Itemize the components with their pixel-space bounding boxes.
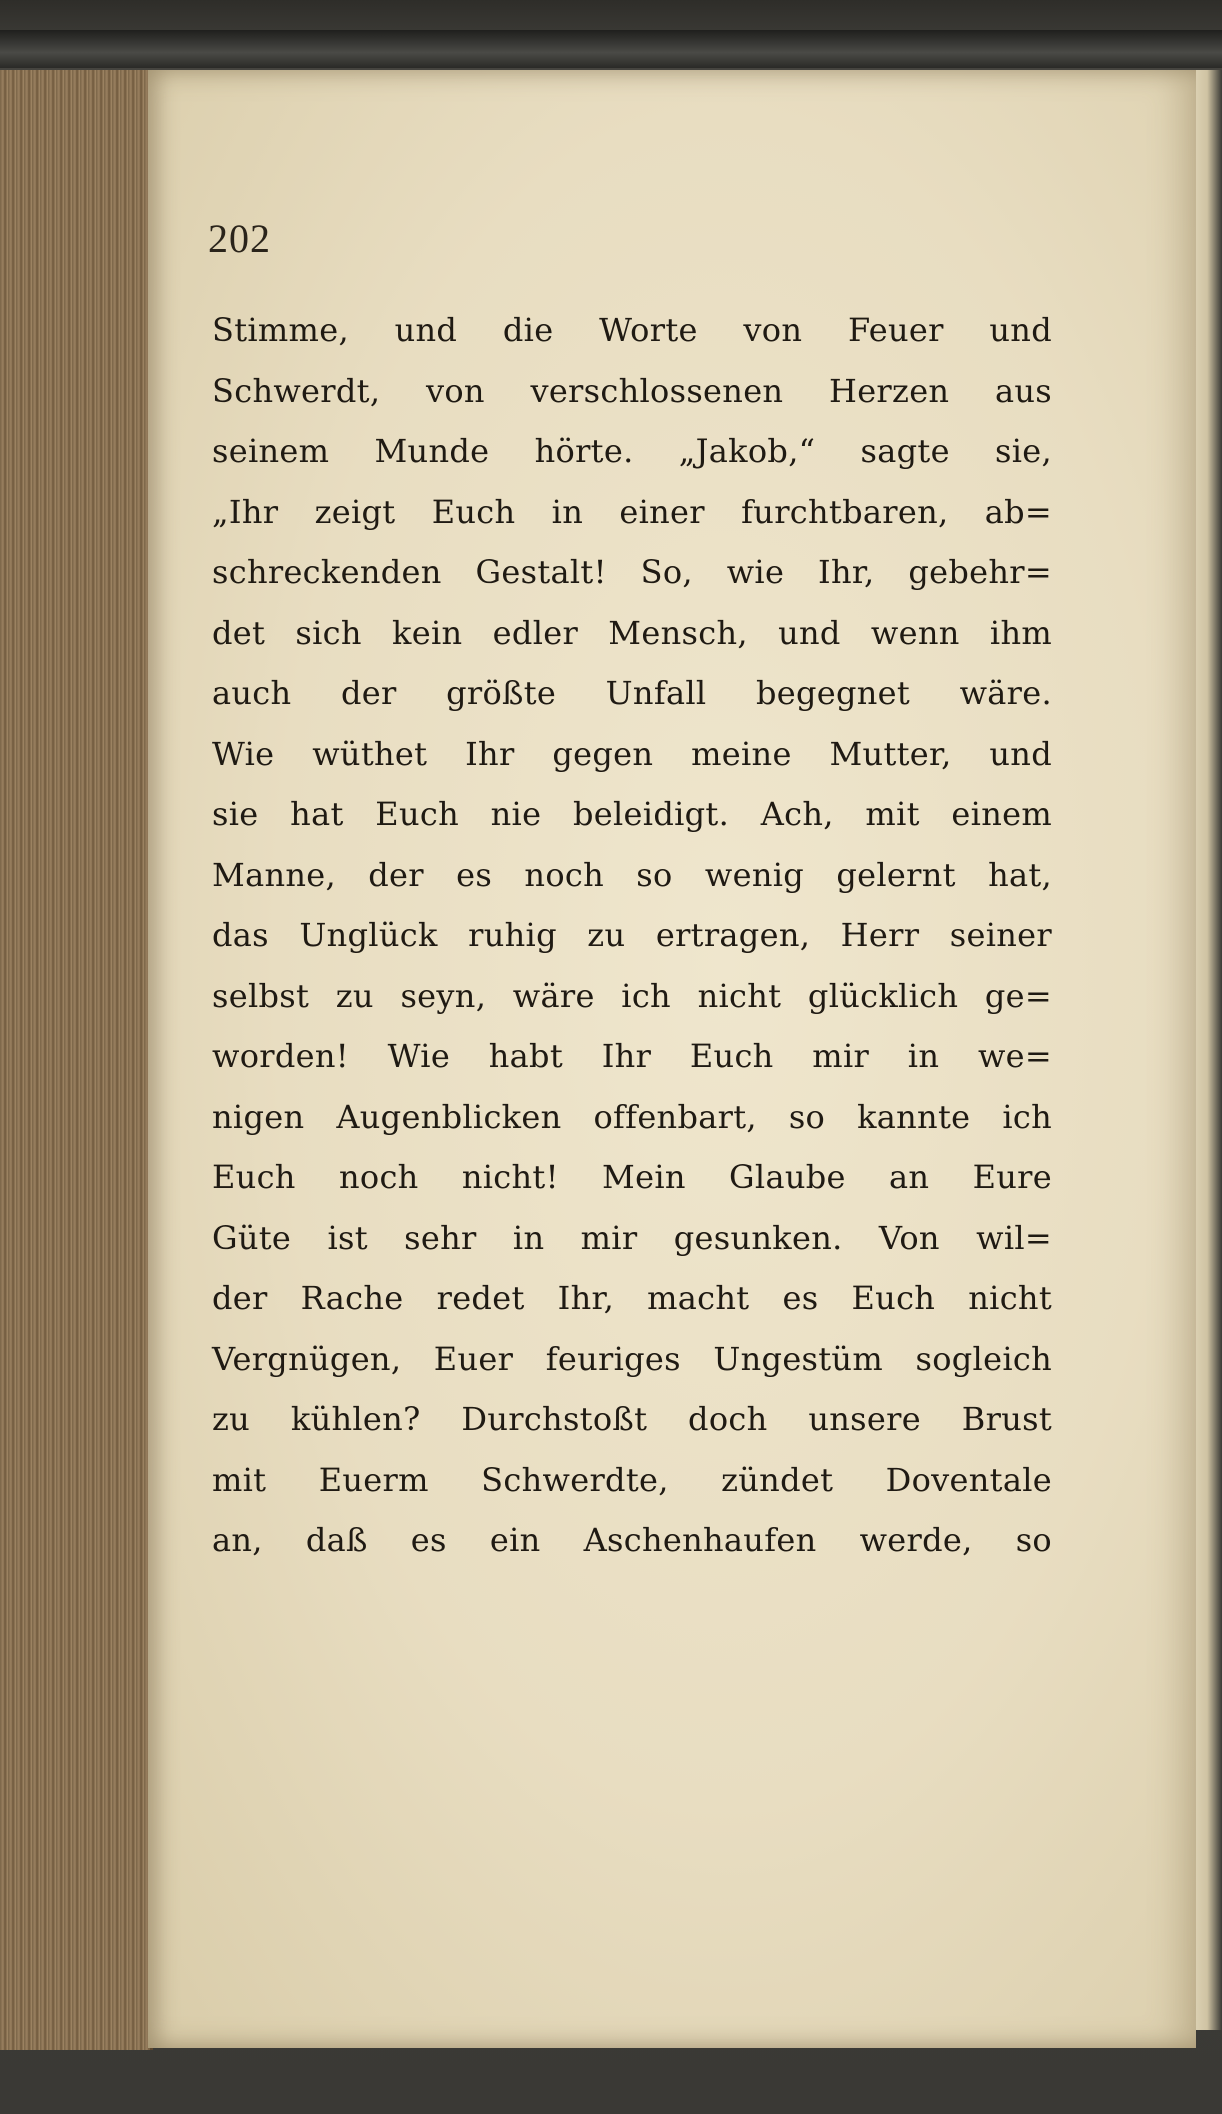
text-line: an, daß es ein Aschenhaufen werde, so — [212, 1521, 1052, 1559]
text-line: Güte ist sehr in mir gesunken. Von wil= — [212, 1218, 1052, 1257]
text-line: zu kühlen? Durchstoßt doch unsere Brust — [212, 1400, 1052, 1438]
binding-top-band — [0, 30, 1222, 68]
text-line: Euch noch nicht! Mein Glaube an Eure — [212, 1158, 1052, 1196]
stacked-page-edges — [0, 70, 153, 2050]
text-line: auch der größte Unfall begegnet wäre. — [212, 674, 1052, 712]
page-number: 202 — [208, 216, 271, 261]
text-line: worden! Wie habt Ihr Euch mir in we= — [212, 1037, 1052, 1075]
text-line: „Ihr zeigt Euch in einer furchtbaren, ab= — [212, 492, 1052, 531]
text-line: nigen Augenblicken offenbart, so kannte ich — [212, 1097, 1052, 1136]
text-line: schreckenden Gestalt! So, wie Ihr, gebehr= — [212, 553, 1052, 591]
text-line: Vergnügen, Euer feuriges Ungestüm sogleich — [212, 1339, 1052, 1378]
text-line: das Unglück ruhig zu ertragen, Herr seiner — [212, 916, 1052, 954]
text-line: Manne, der es noch so wenig gelernt hat, — [212, 855, 1052, 894]
text-line: selbst zu seyn, wäre ich nicht glücklich ge= — [212, 976, 1052, 1015]
text-line: mit Euerm Schwerdte, zündet Doventale — [212, 1460, 1052, 1499]
page-text — [212, 300, 1052, 1571]
text-line: seinem Munde hörte. „Jakob,“ sagte sie, — [212, 432, 1052, 470]
text-line: Schwerdt, von verschlossenen Herzen aus — [212, 371, 1052, 410]
text-line: Stimme, und die Worte von Feuer und — [212, 311, 1052, 349]
text-line: Wie wüthet Ihr gegen meine Mutter, und — [212, 734, 1052, 773]
text-line: sie hat Euch nie beleidigt. Ach, mit einem — [212, 795, 1052, 833]
text-line: der Rache redet Ihr, macht es Euch nicht — [212, 1279, 1052, 1317]
text-line: det sich kein edler Mensch, und wenn ihm — [212, 613, 1052, 652]
